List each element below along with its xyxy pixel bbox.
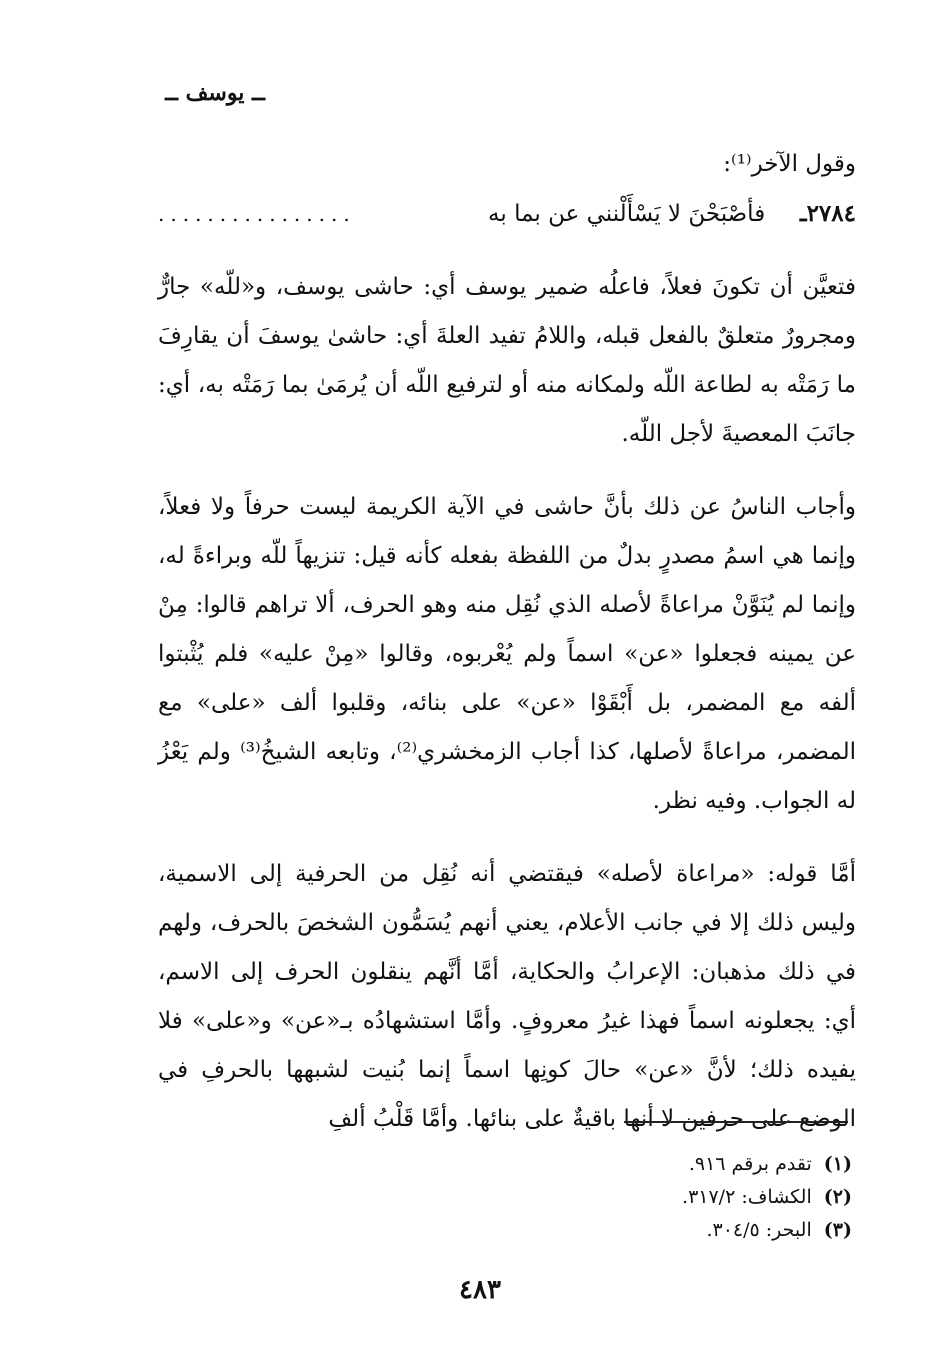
page-number: ٤٨٣ xyxy=(459,1275,501,1305)
verse-content xyxy=(488,189,856,239)
verse-text: فأصْبَحْنَ لا يَسْأَلْنني عن بما به xyxy=(488,201,766,227)
footnote-number: (٢) xyxy=(823,1186,852,1208)
paragraph-2: وأجاب الناسُ عن ذلك بأنَّ حاشى في الآية الكريمة ليست حرفاً ولا فعلاً، وإنما هي اسمُ مصدرٍ بدلٌ من اللفظة بفعله كأنه قيل: تنزيهاً للّه وبراءةً له، وإنما لم يُنَوَّنْ مراعاةً لأصله الذي نُقِل منه وهو الحرف، ألا تراهم قالوا: مِنْ عن يمينه فجعلوا «عن» اسماً ولم يُعْربوه، وقالوا «مِنْ عليه» فلم يُثْبتوا ألفه مع المضمر، بل أَبْقَوْا «عن» على بنائه، وقلبوا ألف «على» مع المضمر، مراعاةً لأصلها، كذا أجاب الزمخشري⁽²⁾، وتابعه الشيخُ⁽³⁾ ولم يَعْزُ له الجواب. وفيه نظر. xyxy=(158,494,856,814)
footnote-item xyxy=(532,1181,852,1214)
verse-intro: وقول الآخر⁽¹⁾: xyxy=(723,151,856,177)
paragraph-1: فتعيَّن أن تكونَ فعلاً، فاعلُه ضمير يوسف أي: حاشى يوسف، و«للّه» جارٌّ ومجرورٌ متعلقٌ بالفعل قبله، واللامُ تفيد العلةَ أي: حاشىٰ يوسفَ أن يقارِفَ ما رَمَتْه به لطاعة اللّه ولمكانه منه أو لترفيع اللّه أن يُرمَىٰ بما رَمَتْه به، أي: جانَبَ المعصيةَ لأجل اللّه. xyxy=(158,274,856,447)
paragraph-3: أمَّا قوله: «مراعاة لأصله» فيقتضي أنه نُقِل من الحرفية إلى الاسمية، وليس ذلك إلا في جانب الأعلام، يعني أنهم يُسَمُّون الشخصَ بالحرف، ولهم في ذلك مذهبان: الإعرابُ والحكاية، أمَّا أنَّهم ينقلون الحرف إلى الاسم، أي: يجعلونه اسماً فهذا غيرُ معروفٍ. وأمَّا استشهادُه بـ«عن» و«على» فلا يفيده ذلك؛ لأنَّ «عن» حالَ كونِها اسماً إنما بُنيت لشبهها بالحرفِ في الوضع على حرفين لا أنها باقيةٌ على بنائها. وأمَّا قَلْبُ ألفِ xyxy=(158,861,856,1132)
verse-number: ٢٧٨٤ـ xyxy=(799,200,856,227)
footnote-item xyxy=(532,1214,852,1247)
footnote-number: (٣) xyxy=(823,1219,852,1241)
footnote-text: البحر: ٣٠٤/٥. xyxy=(706,1219,812,1241)
footnote-text: تقدم برقم ٩١٦. xyxy=(688,1153,812,1175)
footnote-divider xyxy=(624,1121,848,1123)
verse-ellipsis: ................ xyxy=(158,202,356,226)
footnotes xyxy=(532,1148,852,1247)
main-text xyxy=(158,140,856,1144)
footnote-number: (١) xyxy=(823,1153,852,1175)
verse-line xyxy=(158,189,856,239)
running-header: ــ يوسف ــ xyxy=(165,80,265,106)
footnote-text: الكشاف: ٣١٧/٢. xyxy=(682,1186,812,1208)
footnote-item xyxy=(532,1148,852,1181)
